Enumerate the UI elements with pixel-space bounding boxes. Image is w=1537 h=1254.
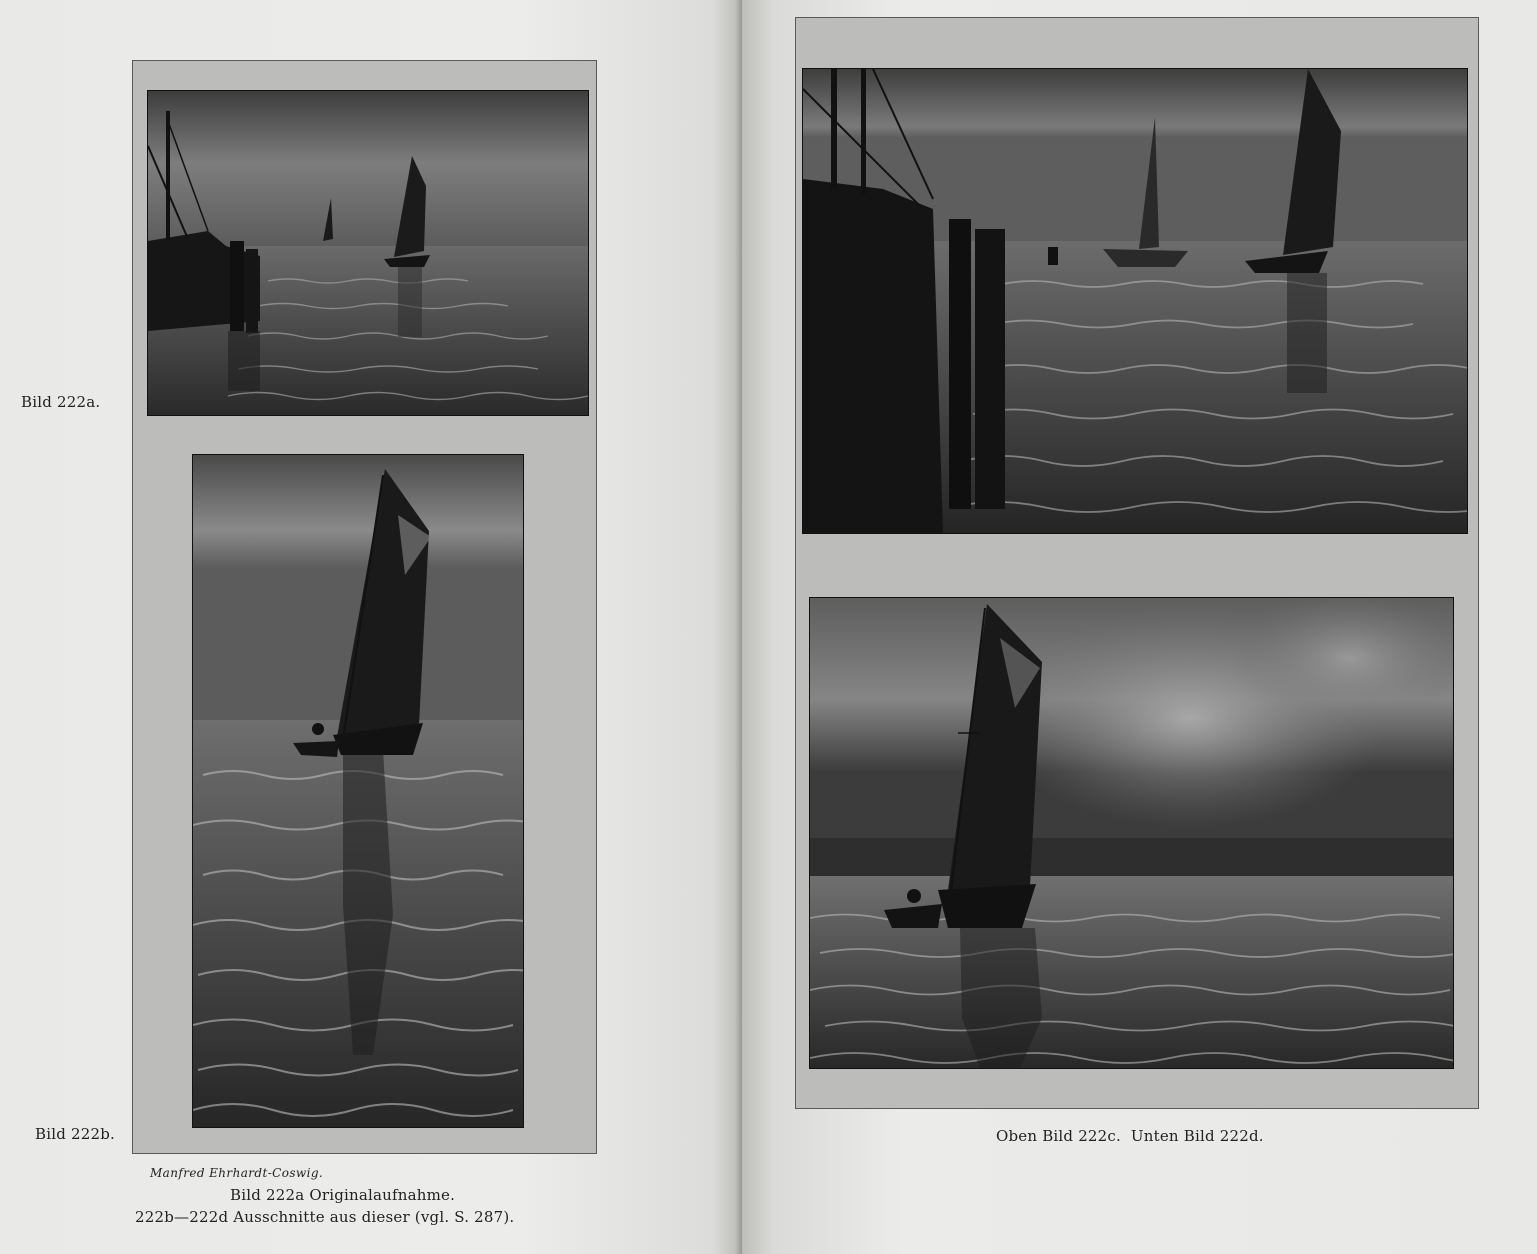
- side-label-222a: Bild 222a.: [21, 393, 101, 411]
- caption-right: Oben Bild 222c. Unten Bild 222d.: [996, 1127, 1264, 1145]
- caption-line-1: Bild 222a Originalaufnahme.: [230, 1186, 456, 1204]
- right-page: [742, 0, 1537, 1254]
- left-page: [0, 0, 742, 1254]
- side-label-222b: Bild 222b.: [35, 1125, 115, 1143]
- caption-line-2: 222b—222d Ausschnitte aus dieser (vgl. S. 287).: [135, 1208, 515, 1226]
- photo-222a: [147, 90, 589, 416]
- photo-222b: [192, 454, 524, 1128]
- photo-222d: [809, 597, 1454, 1069]
- photo-222c: [802, 68, 1468, 534]
- photo-credit: Manfred Ehrhardt-Coswig.: [150, 1166, 324, 1180]
